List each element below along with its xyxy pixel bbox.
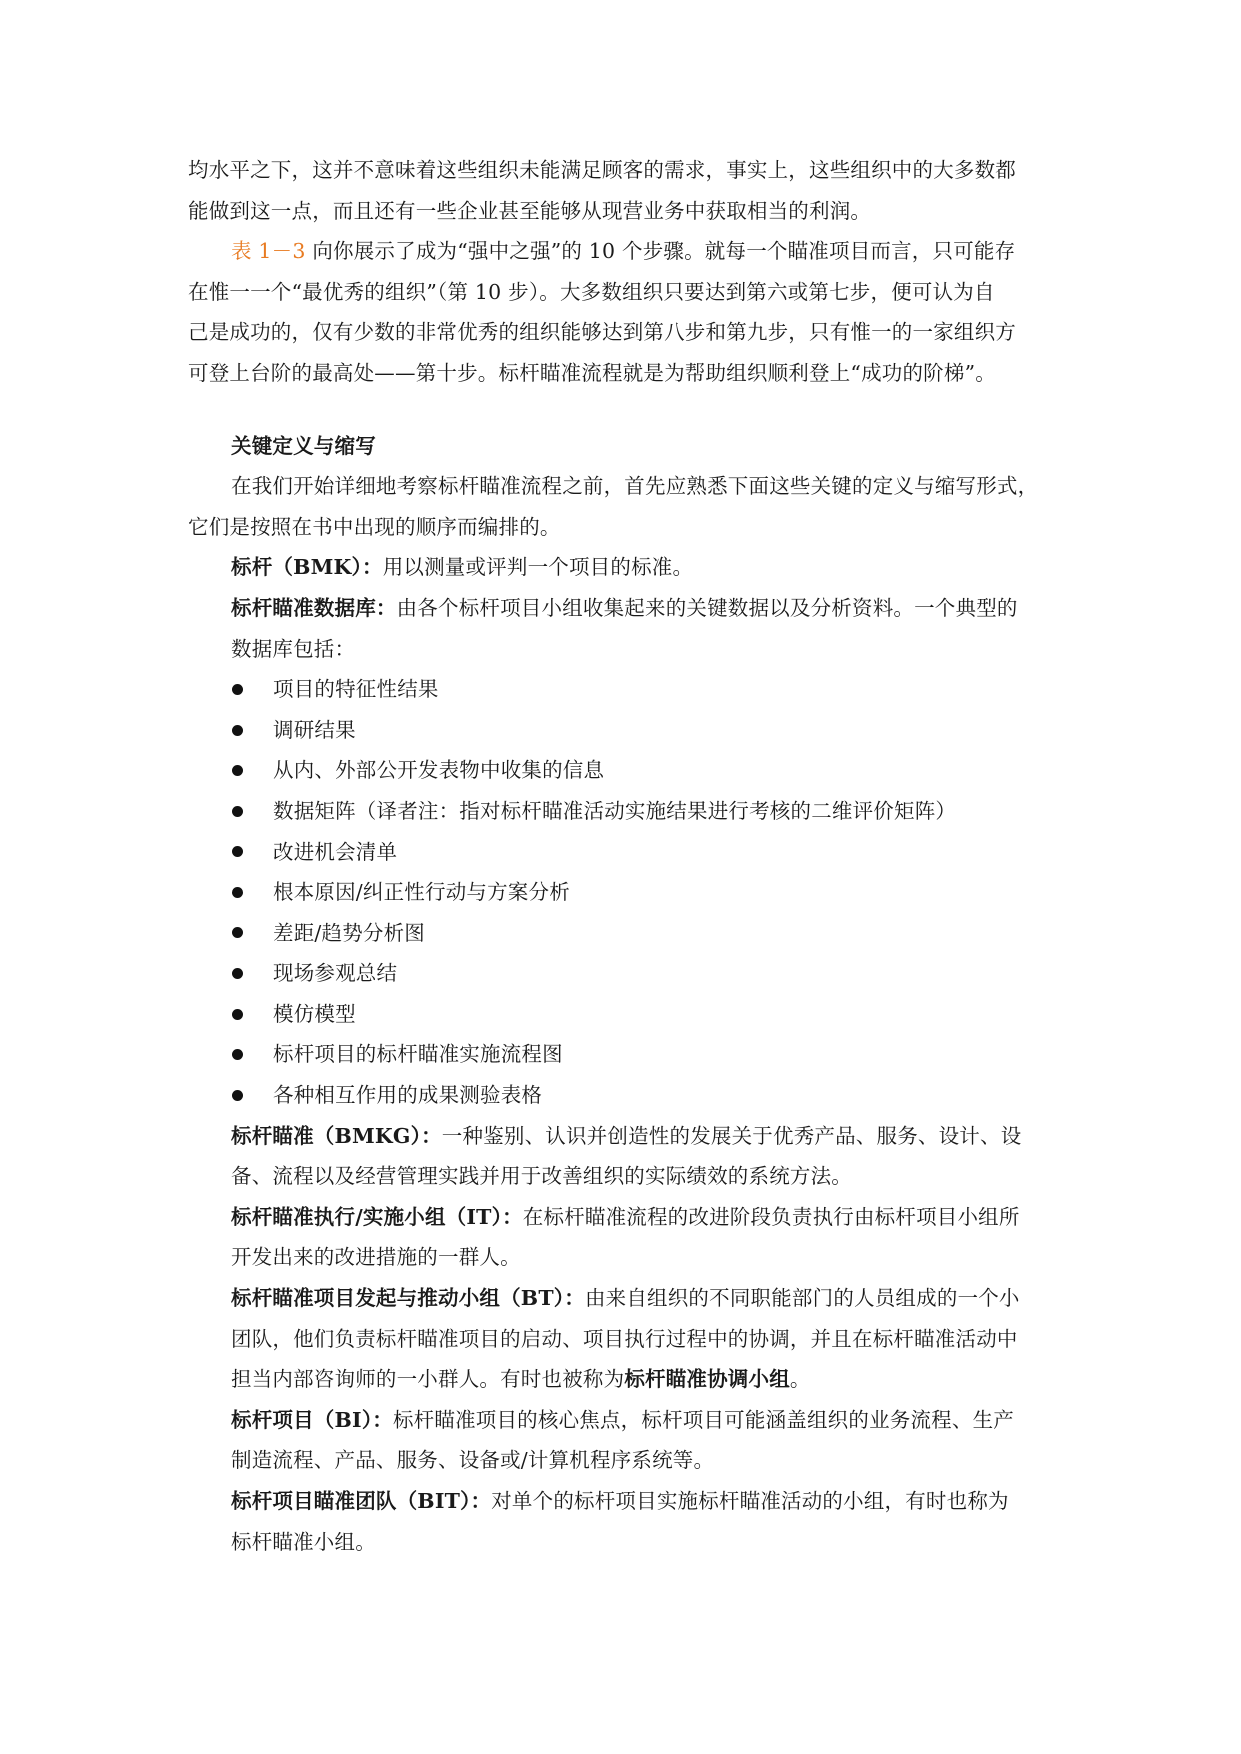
list-item xyxy=(188,710,1058,751)
definition-term: 标杆项目（BI）： xyxy=(231,1407,393,1432)
bullet-icon xyxy=(232,887,243,898)
document-page xyxy=(188,150,1058,1562)
list-item xyxy=(188,872,1058,913)
definition-term: 标杆（BMK）： xyxy=(231,555,383,580)
definition-text-continued: 数据库包括： xyxy=(231,636,356,661)
definition-text: 标杆瞄准项目的核心焦点，标杆项目可能涵盖组织的业务流程、生产 xyxy=(392,1407,1014,1432)
list-item xyxy=(188,1075,1058,1116)
bullet-icon xyxy=(232,927,243,938)
definition-text-continued: 标杆瞄准小组。 xyxy=(231,1529,376,1554)
list-item xyxy=(188,953,1058,994)
definition-text-continued: 制造流程、产品、服务、设备或/计算机程序系统等。 xyxy=(231,1448,715,1473)
paragraph-line: 能做到这一点，而且还有一些企业甚至能够从现营业务中获取相当的利润。 xyxy=(188,198,872,223)
bullet-icon xyxy=(232,1049,243,1060)
list-item-text: 各种相互作用的成果测验表格 xyxy=(273,1083,543,1108)
paragraph-line: 可登上台阶的最高处——第十步。标杆瞄准流程就是为帮助组织顺利登上“成功的阶梯”。 xyxy=(188,360,996,385)
definition-text: 用以测量或评判一个项目的标准。 xyxy=(382,555,694,580)
paragraph-line: 均水平之下，这并不意味着这些组织未能满足顾客的需求，事实上，这些组织中的大多数都 xyxy=(188,158,1016,182)
list-item xyxy=(188,791,1058,832)
list-item xyxy=(188,669,1058,710)
definition-term: 标杆瞄准执行/实施小组（IT）： xyxy=(231,1204,523,1229)
list-item-text: 模仿模型 xyxy=(273,1001,356,1026)
bullet-icon xyxy=(232,806,243,817)
definition-text: 一种鉴别、认识并创造性的发展关于优秀产品、服务、设计、设 xyxy=(441,1123,1022,1148)
definition-bit xyxy=(188,1481,1058,1522)
definition-term-inline: 标杆瞄准协调小组 xyxy=(624,1367,790,1392)
list-item xyxy=(188,832,1058,873)
paragraph-line xyxy=(188,231,1058,272)
list-item-text: 数据矩阵（译者注：指对标杆瞄准活动实施结果进行考核的二维评价矩阵） xyxy=(273,798,957,823)
list-item-text: 项目的特征性结果 xyxy=(273,677,439,702)
bullet-icon xyxy=(232,684,243,695)
definition-term: 标杆瞄准项目发起与推动小组（BT）： xyxy=(231,1286,585,1311)
list-item xyxy=(188,750,1058,791)
definition-text-continued xyxy=(188,1359,1058,1400)
definition-text: 。 xyxy=(789,1367,811,1392)
list-item-text: 现场参观总结 xyxy=(273,961,398,986)
definition-text-continued: 团队，他们负责标杆瞄准项目的启动、项目执行过程中的协调，并且在标杆瞄准活动中 xyxy=(231,1326,1018,1351)
list-item-text: 根本原因/纠正性行动与方案分析 xyxy=(273,880,570,905)
bullet-icon xyxy=(232,765,243,776)
list-item-text: 差距/趋势分析图 xyxy=(273,920,426,945)
definition-bt xyxy=(188,1278,1058,1319)
bullet-icon xyxy=(232,1009,243,1020)
definition-bi xyxy=(188,1400,1058,1441)
bullet-icon xyxy=(232,725,243,736)
definition-text: 担当内部咨询师的一小群人。有时也被称为 xyxy=(231,1367,625,1392)
list-item xyxy=(188,1034,1058,1075)
definition-term: 标杆瞄准（BMKG）： xyxy=(231,1123,442,1148)
definition-term: 标杆项目瞄准团队（BIT）： xyxy=(231,1489,492,1513)
definition-text: 由各个标杆项目小组收集起来的关键数据以及分析资料。一个典型的 xyxy=(396,595,1018,620)
definition-text: 对单个的标杆项目实施标杆瞄准活动的小组，有时也称为 xyxy=(491,1489,1009,1513)
table-reference-link[interactable]: 表 1－3 xyxy=(231,239,306,264)
definition-database xyxy=(188,588,1058,629)
database-items-list xyxy=(188,669,1058,1116)
paragraph-line: 它们是按照在书中出现的顺序而编排的。 xyxy=(188,514,561,539)
list-item-text: 改进机会清单 xyxy=(273,839,398,864)
paragraph-line: 在我们开始详细地考察标杆瞄准流程之前，首先应熟悉下面这些关键的定义与缩写形式， xyxy=(231,474,1039,499)
paragraph-line: 在惟一一个“最优秀的组织”（第 10 步）。大多数组织只要达到第六或第七步，便可认为自 xyxy=(188,279,995,304)
definition-bmkg xyxy=(188,1116,1058,1157)
list-item-text: 标杆项目的标杆瞄准实施流程图 xyxy=(273,1042,563,1067)
list-item xyxy=(188,913,1058,954)
definition-text-continued: 开发出来的改进措施的一群人。 xyxy=(231,1245,521,1270)
definition-text: 由来自组织的不同职能部门的人员组成的一个小 xyxy=(584,1286,1020,1311)
definition-bmk xyxy=(188,547,1058,588)
list-item-text: 从内、外部公开发表物中收集的信息 xyxy=(273,758,605,783)
paragraph-text: 向你展示了成为“强中之强”的 10 个步骤。就每一个瞄准项目而言，只可能存 xyxy=(305,239,1016,264)
list-item-text: 调研结果 xyxy=(273,717,356,742)
paragraph-line: 己是成功的，仅有少数的非常优秀的组织能够达到第八步和第九步，只有惟一的一家组织方 xyxy=(188,320,1016,345)
spacer xyxy=(188,394,1058,426)
bullet-icon xyxy=(232,1090,243,1101)
list-item xyxy=(188,994,1058,1035)
definition-text: 在标杆瞄准流程的改进阶段负责执行由标杆项目小组所 xyxy=(522,1204,1020,1229)
section-heading: 关键定义与缩写 xyxy=(231,433,376,458)
bullet-icon xyxy=(232,846,243,857)
bullet-icon xyxy=(232,968,243,979)
definition-it xyxy=(188,1197,1058,1238)
definition-text-continued: 备、流程以及经营管理实践并用于改善组织的实际绩效的系统方法。 xyxy=(231,1164,852,1189)
definition-term: 标杆瞄准数据库： xyxy=(231,595,397,620)
